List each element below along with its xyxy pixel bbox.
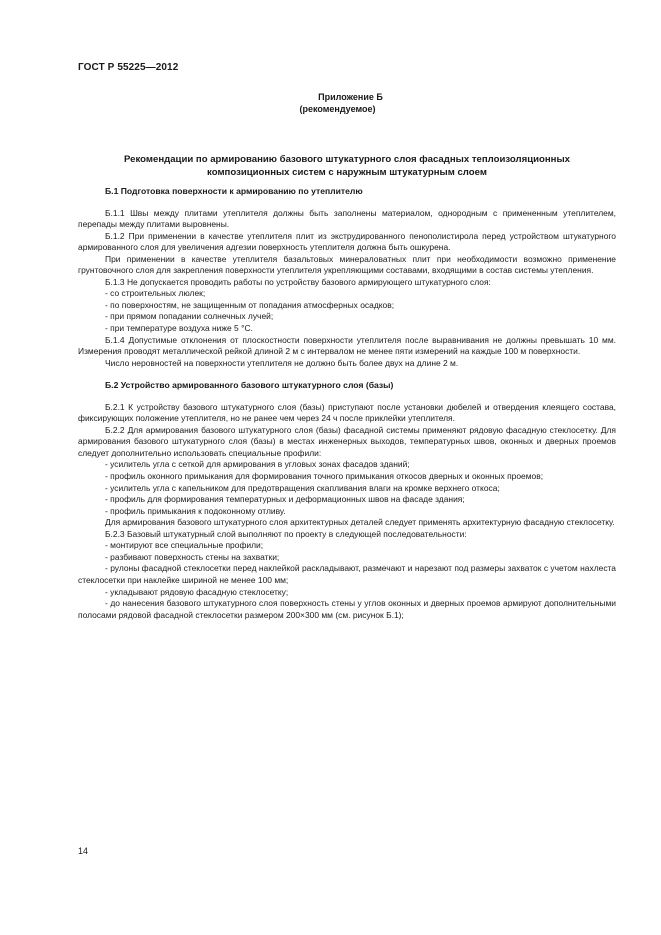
paragraph-b1-3: Б.1.3 Не допускается проводить работы по устройству базового армирующего штукатурного слоя: [105, 276, 491, 287]
paragraph-b2-2: Б.2.2 Для армирования базового штукатурного слоя (базы) фасадной системы применяют рядовую фасадную стеклосетку. Для армирования базового штукатурного слоя (базы) в местах инженерных выходов, температурных швов, оконных и дверных проемов следует дополнительно использовать специальные профили: [78, 424, 616, 458]
list-item: - усилитель угла с капельником для предотвращения скапливания влаги на кромке верхнего откоса; [105, 482, 500, 493]
main-title [78, 153, 616, 179]
list-item: - по поверхностям, не защищенным от попадания атмосферных осадков; [105, 299, 395, 310]
list-item: - укладывают рядовую фасадную стеклосетку; [105, 586, 289, 597]
paragraph-b1-1: Б.1.1 Швы между плитами утеплителя должны быть заполнены материалом, однородным с примененным утеплителем, перепады между плитами выровнены. [78, 207, 616, 230]
list-item: - усилитель угла с сеткой для армирования в угловых зонах фасадов зданий; [105, 459, 410, 470]
paragraph-b1-4: Б.1.4 Допустимые отклонения от плоскостности поверхности утеплителя после выравнивания не должны превышать 10 мм. Измерения проводят металлической рейкой длиной 2 м с интервалом не менее пяти измерений на каждые 100 м поверхности. [78, 334, 616, 357]
list-item: - при прямом попадании солнечных лучей; [105, 311, 274, 322]
paragraph-b1-4-note: Число неровностей на поверхности утеплителя не должно быть более двух на длине 2 м. [105, 357, 459, 368]
list-item: - до нанесения базового штукатурного слоя поверхность стены у углов оконных и дверных проемов армируют дополнительными полосами рядовой фасадной стеклосетки размером 200×300 мм (см. рисунок Б.1); [78, 598, 616, 620]
paragraph-b1-2: Б.1.2 При применении в качестве утеплителя плит из экструдированного пенополистирола перед устройством штукатурного армированного слоя для увеличения адгезии поверхность утеплителя должна быть ошкурена. [78, 230, 616, 253]
paragraph-b1-2-note: При применении в качестве утеплителя базальтовых минераловатных плит при необходимости возможно применение грунтовочного слоя для закрепления поверхности утеплителя укрепляющими составами, входящими в состав системы утепления. [78, 253, 616, 276]
appendix-heading [0, 91, 661, 115]
main-title-line-1: Рекомендации по армированию базового штукатурного слоя фасадных теплоизоляционных [123, 154, 570, 165]
section-heading-b2: Б.2 Устройство армированного базового штукатурного слоя (базы) [105, 380, 394, 391]
list-item: - профиль примыкания к подоконному отливу. [105, 505, 286, 516]
page-number: 14 [78, 846, 89, 856]
document-code: ГОСТ Р 55225—2012 [78, 62, 179, 73]
list-item: - разбивают поверхность стены на захватки; [105, 551, 280, 562]
list-item: - профиль оконного примыкания для формирования точного примыкания откосов дверных и оконных проемов; [105, 471, 544, 482]
list-item: - профиль для формирования температурных и деформационных швов на фасаде здания; [105, 494, 465, 505]
document-body [78, 186, 616, 621]
list-item: - со строительных люлек; [105, 288, 206, 299]
appendix-status: (рекомендуемое) [299, 104, 376, 114]
main-title-line-2: композиционных систем с наружным штукатурным слоем [207, 167, 487, 178]
appendix-title: Приложение Б [318, 92, 383, 102]
paragraph-b2-3: Б.2.3 Базовый штукатурный слой выполняют по проекту в следующей последовательности: [105, 528, 467, 539]
section-heading-b1: Б.1 Подготовка поверхности к армированию по утеплителю [105, 186, 363, 196]
paragraph-b2-1: Б.2.1 К устройству базового штукатурного слоя (базы) приступают после установки дюбелей и отвердения клеящего состава, фиксирующих положение утеплителя, но не ранее чем через 24 ч после приклейки утеплителя. [78, 401, 616, 424]
paragraph-b2-2-note: Для армирования базового штукатурного слоя архитектурных деталей следует применять архитектурную фасадную стеклосетку. [105, 517, 615, 528]
list-item: - рулоны фасадной стеклосетки перед наклейкой раскладывают, размечают и нарезают под размеры захваток с учетом нахлеста стеклосетки при наклейке шириной не менее 100 мм; [78, 563, 616, 585]
list-item: - при температуре воздуха ниже 5 °С. [105, 323, 253, 334]
list-item: - монтируют все специальные профили; [105, 540, 264, 551]
